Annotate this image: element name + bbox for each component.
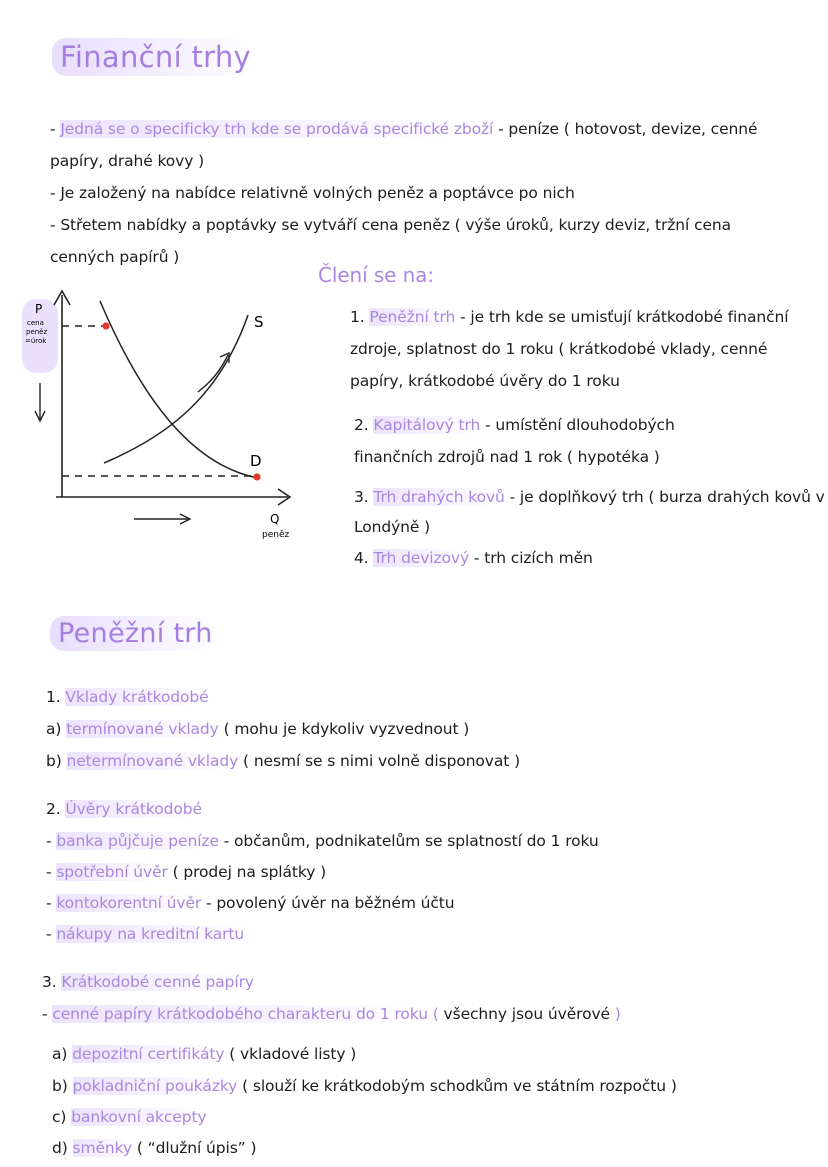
intro-line-2: papíry, drahé kovy ) — [50, 152, 205, 170]
s1-heading: 1. Vklady krátkodobé — [46, 688, 209, 706]
x-axis-label: Q — [270, 512, 280, 526]
y-axis-sublabel-2: peněz — [26, 328, 48, 336]
price-point — [102, 322, 109, 329]
cleni-item-1-line-3: papíry, krátkodobé úvěry do 1 roku — [350, 372, 620, 390]
s1-item-b: b) netermínované vklady ( nesmí se s nimi volně disponovat ) — [46, 752, 521, 770]
s2-item-c: - kontokorentní úvěr - povolený úvěr na běžném účtu — [46, 894, 455, 912]
intro-line-3: - Je založený na nabídce relativně volných peněz a poptávce po nich — [50, 184, 575, 202]
y-axis-sublabel-3: =úrok — [25, 337, 47, 345]
s2-item-a: - banka půjčuje peníze - občanům, podnikatelům se splatností do 1 roku — [46, 832, 599, 850]
supply-shift-arrow — [198, 355, 228, 392]
page-title: Finanční trhy — [52, 38, 259, 76]
cleni-item-3: 3. Trh drahých kovů - je doplňkový trh ( burza drahých kovů v — [354, 488, 825, 506]
s3-item-a: a) depozitní certifikáty ( vkladové listy ) — [52, 1045, 357, 1063]
supply-label: S — [254, 313, 264, 331]
cleni-item-2-line-2: finančních zdrojů nad 1 rok ( hypotéka ) — [354, 448, 660, 466]
supply-curve — [104, 315, 248, 463]
x-axis-sublabel: peněz — [262, 530, 290, 540]
s3-item-b: b) pokladniční poukázky ( slouží ke krátkodobým schodkům ve státním rozpočtu ) — [52, 1077, 677, 1095]
y-axis-label: P — [35, 302, 43, 316]
s1-item-a: a) termínované vklady ( mohu je kdykoliv vyzvednout ) — [46, 720, 470, 738]
y-axis-sublabel-1: cena — [27, 319, 44, 327]
cleni-item-1: 1. Peněžní trh - je trh kde se umisťují krátkodobé finanční — [350, 308, 789, 326]
intro-line-1: - Jedná se o specificky trh kde se prodává specifické zboží - peníze ( hotovost, devize, cenné — [50, 120, 758, 138]
intro-line-4: - Střetem nabídky a poptávky se vytváří cena peněz ( výše úroků, kurzy deviz, tržní cena — [50, 216, 732, 234]
cleni-item-2: 2. Kapitálový trh - umístění dlouhodobých — [354, 416, 675, 434]
s3-line: - cenné papíry krátkodobého charakteru do 1 roku ( všechny jsou úvěrové ) — [42, 1005, 621, 1023]
quantity-point — [253, 473, 260, 480]
intro-highlight: Jedná se o specificky trh kde se prodává specifické zboží — [60, 120, 494, 138]
s3-item-d: d) směnky ( “dlužní úpis” ) — [52, 1139, 257, 1157]
money-market-graph — [20, 285, 320, 545]
intro-line-5: cenných papírů ) — [50, 248, 180, 266]
section-title-penezni-trh: Peněžní trh — [50, 616, 221, 651]
s3-item-c: c) bankovní akcepty — [52, 1108, 207, 1126]
cleni-item-3-line-2: Londýně ) — [354, 518, 431, 536]
s2-item-b: - spotřební úvěr ( prodej na splátky ) — [46, 863, 327, 881]
demand-label: D — [250, 452, 262, 470]
s3-heading: 3. Krátkodobé cenné papíry — [42, 973, 254, 991]
cleni-heading: Člení se na: — [318, 263, 434, 287]
s2-heading: 2. Úvěry krátkodobé — [46, 800, 202, 818]
cleni-item-1-line-2: zdroje, splatnost do 1 roku ( krátkodobé vklady, cenné — [350, 340, 768, 358]
cleni-item-4: 4. Trh devizový - trh cizích měn — [354, 549, 593, 567]
s2-item-d: - nákupy na kreditní kartu — [46, 925, 262, 943]
demand-curve — [100, 301, 258, 478]
